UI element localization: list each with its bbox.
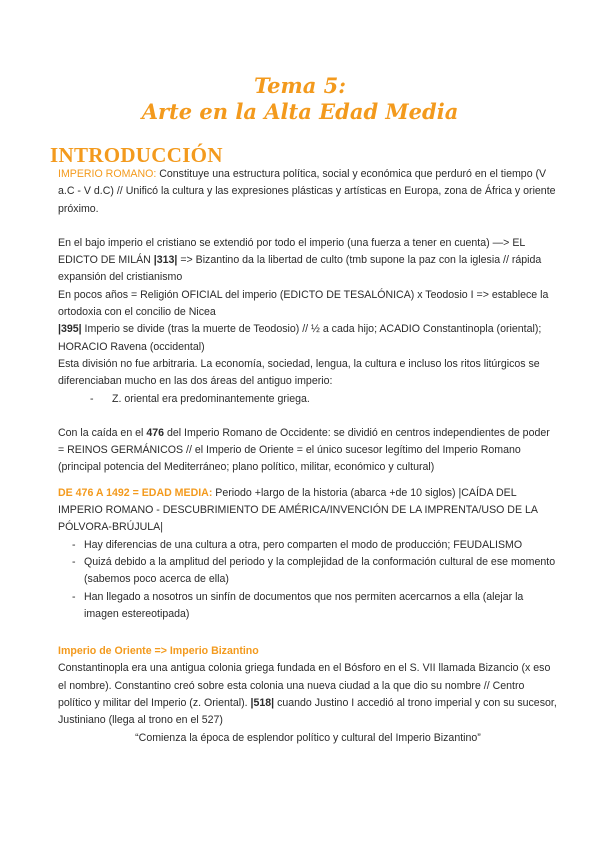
list-item bbox=[58, 589, 558, 624]
edad-media-paragraph bbox=[58, 485, 558, 537]
dash-marker: - bbox=[90, 392, 94, 405]
list-item bbox=[58, 537, 558, 554]
year-395: |395| bbox=[58, 323, 82, 336]
bizantino-text-a: Constantinopla era una antigua colonia griega fundada en el Bósforo en el S. VII llamada Bizancio (x eso el nombre). Constantino creó sobre esta colonia una nueva ciudad a la que dio su nombre // Centro político y militar del Imperio (z. Oriental). bbox=[58, 662, 551, 710]
edad-media-list bbox=[58, 537, 558, 623]
list-item-text: Quizá debido a la amplitud del periodo y la complejidad de la conformación cultural de ese momento (sabemos poco acerca de ella) bbox=[84, 555, 556, 586]
section-heading: INTRODUCCIÓN bbox=[50, 143, 223, 167]
arbitraria-paragraph: Esta división no fue arbitraria. La economía, sociedad, lengua, la cultura e incluso los ritos litúrgicos se diferenciaban mucho en las dos áreas del antiguo imperio: bbox=[58, 357, 540, 388]
intro-label: IMPERIO ROMANO: bbox=[58, 168, 157, 180]
list-item-text: Z. oriental era predominantemente griega. bbox=[112, 392, 310, 405]
intro-paragraph bbox=[58, 166, 558, 218]
bizantino-heading: Imperio de Oriente => Imperio Bizantino bbox=[58, 645, 259, 658]
bizantino-paragraph bbox=[58, 660, 558, 729]
title-line-1: Tema 5: bbox=[253, 73, 347, 98]
bajo-imperio-paragraph bbox=[58, 235, 558, 287]
bajo-imperio-text-a: En el bajo imperio el cristiano se extendió por todo el imperio (una fuerza a tener en cuenta) —> EL EDICTO DE MILÁN bbox=[58, 236, 525, 267]
caida-text-a: Con la caída en el bbox=[58, 426, 147, 439]
dash-marker: - bbox=[72, 555, 76, 568]
year-476: 476 bbox=[146, 426, 165, 439]
document-body bbox=[58, 166, 558, 747]
list-item-text: Han llegado a nosotros un sinfín de documentos que nos permiten acercarnos a ella (alejar la imagen estereotipada) bbox=[84, 590, 524, 620]
list-item bbox=[58, 554, 558, 589]
list-item-text: Hay diferencias de una cultura a otra, pero comparten el modo de producción; FEUDALISMO bbox=[84, 538, 523, 551]
intro-text: Constituye una estructura política, social y económica que perduró en el tiempo (V a.C - V d.C) // Unificó la cultura y las expresiones plásticas y artísticas en Europa, zona de África y oriente próximo. bbox=[58, 168, 556, 215]
list-item bbox=[58, 391, 558, 408]
dash-marker: - bbox=[72, 538, 76, 551]
year-313: |313| bbox=[153, 254, 178, 267]
division-paragraph bbox=[58, 321, 558, 356]
caida-paragraph bbox=[58, 425, 558, 477]
year-518: |518| bbox=[250, 697, 275, 710]
bizantino-text-c: cuando Justino I accedió al trono imperial y con su sucesor, Justiniano (llega al trono en el 527) bbox=[58, 697, 557, 727]
edad-media-label: DE 476 A 1492 = EDAD MEDIA: bbox=[58, 486, 213, 499]
title-line-2: Arte en la Alta Edad Media bbox=[141, 99, 459, 124]
bizantino-quote: “Comienza la época de esplendor político y cultural del Imperio Bizantino” bbox=[135, 731, 481, 744]
religion-oficial-paragraph: En pocos años = Religión OFICIAL del imperio (EDICTO DE TESALÓNICA) x Teodosio I => establece la ortodoxia con el concilio de Nicea bbox=[58, 288, 549, 319]
bajo-imperio-text-c: => Bizantino da la libertad de culto (tmb supone la paz con la iglesia // rápida expansión del cristianismo bbox=[58, 254, 542, 284]
edad-media-text: Periodo +largo de la historia (abarca +de 10 siglos) |CAÍDA DEL IMPERIO ROMANO - DESCUBRIMIENTO DE AMÉRICA/INVENCIÓN DE LA IMPRENTA/USO DE LA PÓLVORA-BRÚJULA| bbox=[58, 486, 538, 534]
division-text: Imperio se divide (tras la muerte de Teodosio) // ½ a cada hijo; ACADIO Constantinopla (oriental); HORACIO Ravena (occidental) bbox=[58, 323, 542, 353]
dash-marker: - bbox=[72, 590, 76, 603]
caida-text-c: del Imperio Romano de Occidente: se dividió en centros independientes de poder = REINOS GERMÁNICOS // el Imperio de Oriente = el único sucesor legítimo del Imperio Romano (principal potencia del Mediterráneo; plano político, militar, económico y cultural) bbox=[58, 426, 550, 474]
